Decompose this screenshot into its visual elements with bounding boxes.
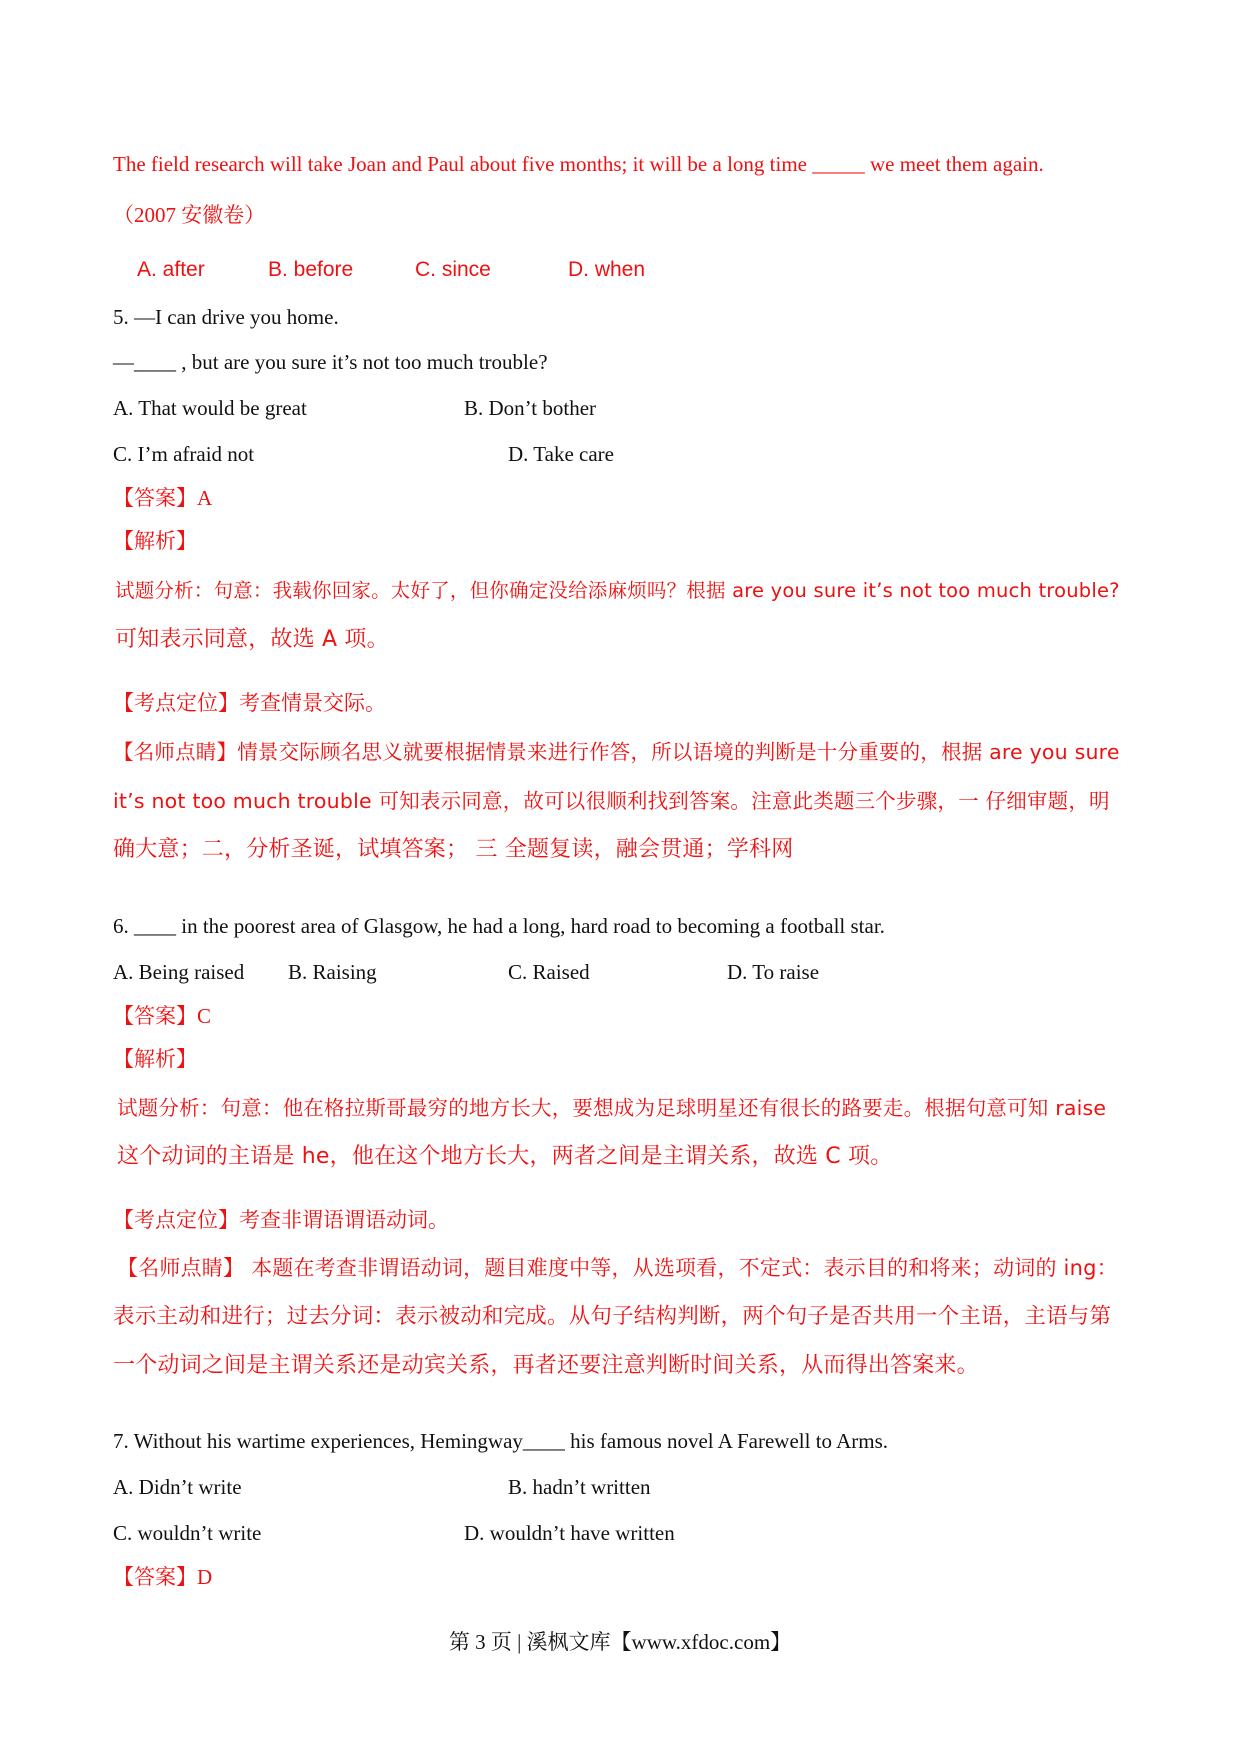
q5-option-a: A. That would be great [113,396,307,420]
q5-teacher-tip-line-3: 确大意；二，分析圣诞，试填答案； 三 全题复读，融会贯通；学科网 [113,837,794,862]
q7-option-a: A. Didn’t write [113,1475,242,1499]
q6-analysis-line-1: 试题分析：句意：他在格拉斯哥最穷的地方长大，要想成为足球明星还有很长的路要走。根据句意可知 raise [117,1096,1107,1120]
q7-stem: 7. Without his wartime experiences, Hemingway____ his famous novel A Farewell to Arms. [113,1429,889,1453]
q5-option-b: B. Don’t bother [464,396,597,420]
q5-stem: 5. —I can drive you home. [113,305,339,329]
q5-key-point: 【考点定位】考查情景交际。 [113,691,386,715]
page-footer: 第 3 页 | 溪枫文库【www.xfdoc.com】 [448,1630,792,1654]
q6-option-d: D. To raise [727,960,820,984]
q6-teacher-tip-line-1: 【名师点睛】 本题在考查非谓语动词，题目难度中等，从选项看，不定式：表示目的和将来；动词的 ing： [117,1256,1118,1280]
q6-analysis-label: 【解析】 [113,1047,197,1071]
q4-option-b: B. before [268,258,354,281]
q6-teacher-tip-line-2: 表示主动和进行；过去分词：表示被动和完成。从句子结构判断，两个句子是否共用一个主语，主语与第 [113,1304,1112,1329]
q6-option-a: A. Being raised [113,960,245,984]
q6-option-b: B. Raising [288,960,377,984]
q7-answer: 【答案】D [113,1565,213,1589]
q4-stem: The field research will take Joan and Paul about five months; it will be a long time _____ we meet them again. [113,152,1044,176]
q4-option-a: A. after [137,258,205,281]
q6-option-c: C. Raised [508,960,590,984]
q7-option-c: C. wouldn’t write [113,1521,262,1545]
q5-option-c: C. I’m afraid not [113,442,255,466]
q6-stem: 6. ____ in the poorest area of Glasgow, he had a long, hard road to becoming a football star. [113,914,885,938]
q6-teacher-tip-line-3: 一个动词之间是主谓关系还是动宾关系，再者还要注意判断时间关系，从而得出答案来。 [113,1353,979,1378]
q6-key-point: 【考点定位】考查非谓语谓语动词。 [113,1208,449,1232]
q5-option-d: D. Take care [508,442,614,466]
q5-reply: —____ , but are you sure it’s not too much trouble? [113,350,548,374]
q5-analysis-line-1: 试题分析：句意：我载你回家。太好了，但你确定没给添麻烦吗？根据 are you sure it’s not too much trouble? [115,579,1120,602]
q5-answer: 【答案】A [113,486,213,510]
q6-analysis-line-2: 这个动词的主语是 he，他在这个地方长大，两者之间是主谓关系，故选 C 项。 [117,1144,893,1169]
q5-teacher-tip-line-2: it’s not too much trouble 可知表示同意，故可以很顺利找到答案。注意此类题三个步骤，一 仔细审题，明 [113,789,1110,813]
q7-option-d: D. wouldn’t have written [464,1521,675,1545]
q6-answer: 【答案】C [113,1004,212,1028]
q5-analysis-line-2: 可知表示同意，故选 A 项。 [115,627,389,652]
q5-teacher-tip-line-1: 【名师点睛】情景交际顾名思义就要根据情景来进行作答，所以语境的判断是十分重要的，根据 are you sure [113,740,1120,764]
q4-option-c: C. since [415,258,491,281]
q4-source: （2007 安徽卷） [113,203,266,227]
q5-analysis-label: 【解析】 [113,529,197,553]
q4-option-d: D. when [568,258,646,281]
q7-option-b: B. hadn’t written [508,1475,651,1499]
